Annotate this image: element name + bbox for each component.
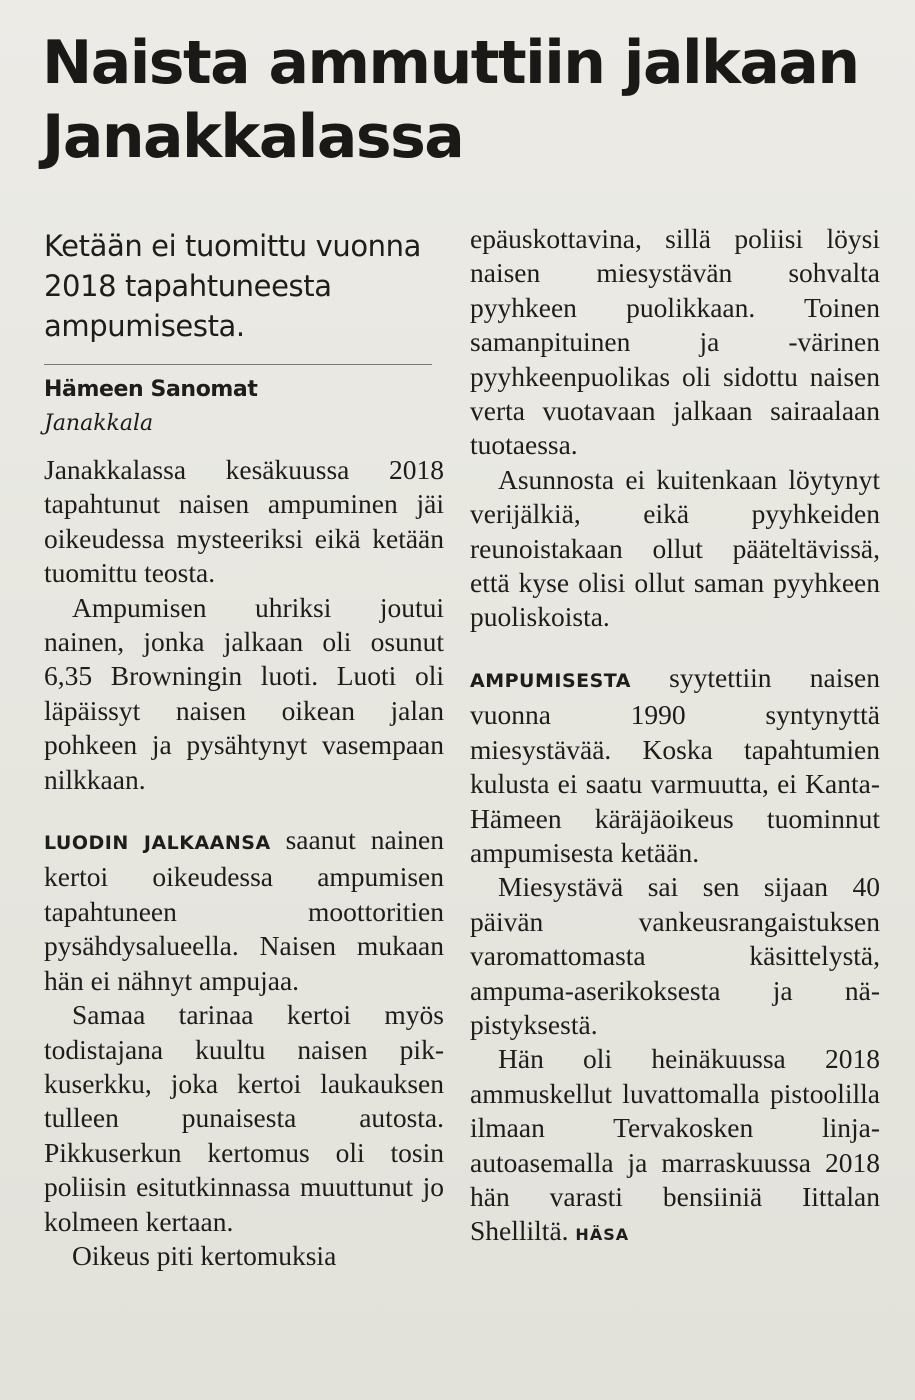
paragraph-lead-in: LUODIN JALKAANSA (44, 832, 271, 855)
left-column (44, 226, 444, 1273)
paragraph (470, 1042, 880, 1252)
headline: Naista ammuttiin jalkaan Janakkalassa (42, 28, 859, 172)
paragraph-lead-in: AMPUMISESTA (470, 669, 631, 692)
paragraph: Miesystävä sai sen sijaan 40 päivän vankeusrangaistuksen varomattomasta käsittelystä, ampuma-aserikoksesta ja näpistyksestä. (470, 871, 880, 1040)
paragraph (44, 823, 444, 998)
divider (44, 364, 432, 365)
paragraph-text: syytettiin naisen vuonna 1990 syntynyttä miesystävää. Koska tapahtumien kulusta ei saatu varmuutta, ei Kanta-Hämeen käräjäoikeus tuominnut ampumisesta ketään. (470, 661, 880, 868)
article-body-right (470, 222, 880, 1253)
paragraph-text: Hän oli heinäkuussa 2018 ammuskellut luvattomalla pistoolilla ilmaan Tervakosken linja-autoasemalla ja marraskuussa 2018 hän varasti bensiiniä Iittalan Shelliltä. (470, 1043, 880, 1247)
byline: Hämeen Sanomat (44, 377, 258, 402)
paragraph: Asunnosta ei kuitenkaan löytynyt verijälkiä, eikä pyyhkeiden reunoistakaan ollut pääteltävissä, että kyse olisi ollut saman pyyhkeen puoliskoista. (470, 463, 880, 633)
dateline: Janakkala (44, 411, 154, 436)
paragraph: Ampumisen uhriksi joutui nainen, jonka jalkaan oli osunut 6,35 Browningin luoti. Luoti oli läpäissyt naisen oikean jalan pohkeen ja pysähtynyt vasempaan nilkkaan. (44, 591, 444, 795)
lead-text: Ketään ei tuomittu vuonna 2018 tapahtuneesta ampumisesta. (44, 229, 421, 343)
paragraph: epäuskottavina, sillä poliisi löysi naisen miesystävän sohvalta pyyhkeen puolikkaan. Toinen samanpituinen ja -värinen pyyhkeenpuolikas oli sidottu naisen verta vuotavaan jalkaan sairaalaan tuotaessa. (470, 223, 880, 461)
paragraph (470, 661, 880, 870)
paragraph: Oikeus piti kertomuksia (72, 1239, 337, 1271)
right-column (470, 222, 880, 1253)
paragraph: Samaa tarinaa kertoi myös todistajana kuultu naisen pikkuserkku, joka kertoi laukauksen tulleen punaisesta autosta. Pikkuserkun kertomus oli tosin poliisin esitutkinnassa muuttunut jo kolmeen kertaan. (44, 999, 444, 1237)
author-signature: HÄSA (575, 1225, 630, 1245)
paragraph: Janakkalassa kesäkuussa 2018 tapahtunut naisen ampuminen jäi oikeudessa mysteeriksi eikä ketään tuomittu teosta. (44, 454, 444, 589)
paragraph-text: saanut nainen kertoi oikeudessa ampumisen tapahtuneen moottoritien pysähdysalueella. Naisen mukaan hän ei nähnyt ampujaa. (44, 824, 445, 996)
article-body-left (44, 453, 444, 1273)
